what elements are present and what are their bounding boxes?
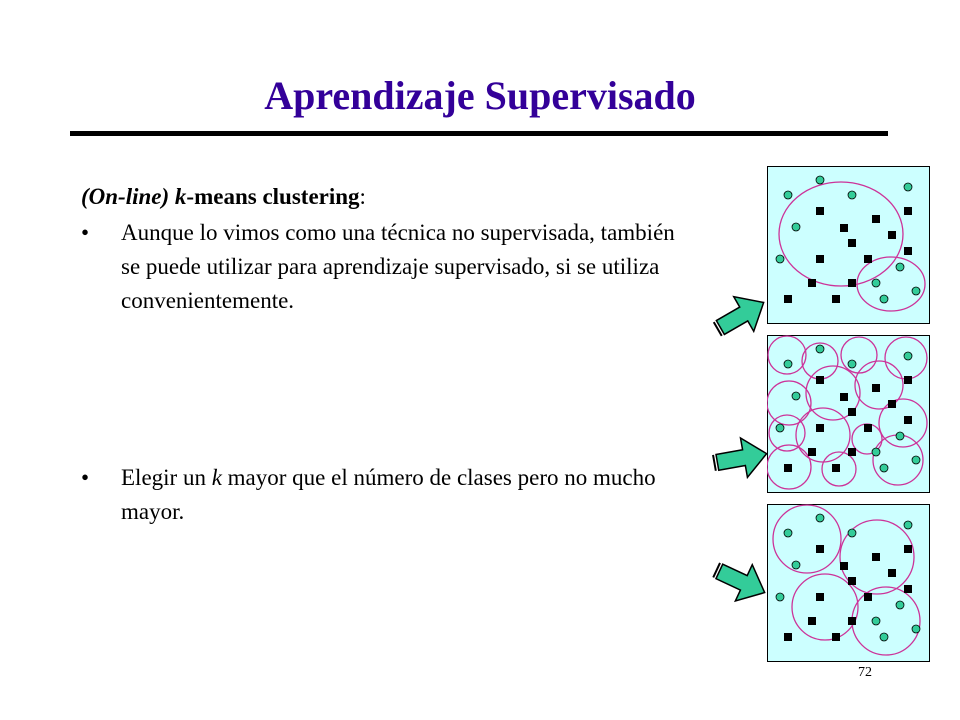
title-divider	[70, 131, 888, 136]
bullet-marker: •	[81, 465, 90, 490]
arrow-icon	[712, 285, 772, 345]
slide-title: Aprendizaje Supervisado	[264, 73, 696, 118]
bullet-text-after: mayor que el número de clases pero no mucho mayor.	[121, 465, 656, 524]
arrow-icon	[712, 428, 772, 488]
heading-colon: :	[359, 184, 366, 209]
heading-means: -means clustering	[186, 184, 360, 209]
bullet-text	[121, 461, 691, 529]
page-number: 72	[858, 665, 872, 680]
cluster-panel-1	[767, 166, 930, 324]
bullet-text-before: Elegir un	[121, 465, 212, 490]
cluster-panel-2	[767, 335, 930, 493]
heading-online: (On-line)	[81, 184, 175, 209]
bullet-text-k: k	[211, 465, 222, 490]
cluster-panel-3	[767, 504, 930, 662]
arrow-icon	[712, 552, 772, 612]
heading-k: k	[174, 184, 187, 209]
bullet-text: Aunque lo vimos como una técnica no supervisada, también se puede utilizar para aprendizaje supervisado, si se utiliza convenientemente.	[121, 220, 675, 313]
bullet-marker: •	[81, 220, 90, 245]
section-heading	[81, 184, 366, 210]
